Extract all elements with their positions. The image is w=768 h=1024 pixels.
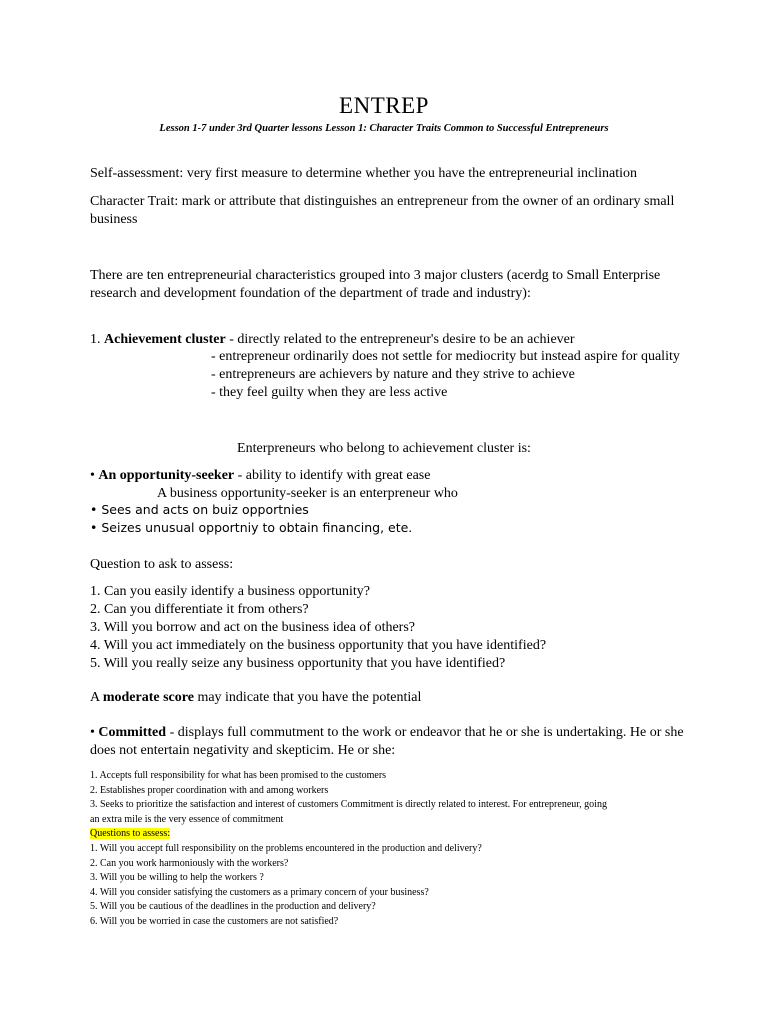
document-subtitle: Lesson 1-7 under 3rd Quarter lessons Lesson 1: Character Traits Common to Successful Entrepreneurs — [159, 123, 609, 134]
assess-question: 4. Will you consider satisfying the customers as a primary concern of your business? — [90, 886, 429, 898]
moderate-score-label: moderate score — [102, 690, 194, 705]
moderate-score-prefix: A — [90, 690, 103, 705]
question-item: 3. Will you borrow and act on the business idea of others? — [90, 620, 415, 635]
assess-question: 6. Will you be worried in case the customers are not satisfied? — [90, 915, 339, 927]
opportunity-seeker-description: - ability to identify with great ease — [234, 468, 431, 483]
question-item: 1. Can you easily identify a business opportunity? — [90, 584, 370, 599]
assess-heading — [90, 827, 170, 842]
assess-question: 5. Will you be cautious of the deadlines in the production and delivery? — [90, 901, 376, 912]
committed-label: Committed — [98, 725, 167, 740]
self-assessment-definition: Self-assessment: very first measure to determine whether you have the entrepreneurial inclination — [90, 166, 637, 181]
committed-description: - displays full commutment to the work or endeavor that he or she is undertaking. He or she — [166, 725, 684, 740]
achievement-sub-point-3: - they feel guilty when they are less active — [211, 385, 448, 400]
opportunity-seeker-label: An opportunity-seeker — [98, 468, 235, 483]
clusters-intro-line-2: research and development foundation of the department of trade and industry): — [90, 286, 531, 301]
document-title: ENTREP — [339, 93, 429, 118]
opportunity-seeker-definition: A business opportunity-seeker is an enterpreneur who — [157, 486, 458, 501]
achievement-number: 1. — [90, 332, 101, 347]
assess-heading-highlight: Questions to assess: — [90, 828, 170, 839]
committed-heading — [90, 724, 684, 742]
opportunity-seeker-trait-2: • Seizes unusual opportniy to obtain financing, ete. — [90, 520, 413, 535]
commitment-point: 2. Establishes proper coordination with and among workers — [90, 784, 329, 796]
question-item: 2. Can you differentiate it from others? — [90, 602, 309, 617]
achievement-sub-point-1: - entrepreneur ordinarily does not settle for mediocrity but instead aspire for quality — [211, 349, 680, 364]
achievement-cluster-label: Achievement cluster — [104, 332, 226, 347]
question-item: 4. Will you act immediately on the business opportunity that you have identified? — [90, 638, 547, 653]
opportunity-seeker-trait-1: • Sees and acts on buiz opportnies — [90, 502, 309, 517]
achievement-members-heading: Enterpreneurs who belong to achievement cluster is: — [237, 441, 531, 456]
opportunity-seeker-heading — [90, 467, 430, 485]
moderate-score-text: may indicate that you have the potential — [193, 690, 422, 705]
bullet: • — [90, 725, 95, 740]
character-trait-line-2: business — [90, 212, 138, 227]
achievement-cluster-description: - directly related to the entrepreneur's desire to be an achiever — [225, 332, 575, 347]
moderate-score-note — [90, 689, 421, 707]
question-item: 5. Will you really seize any business opportunity that you have identified? — [90, 656, 506, 671]
character-trait-line-1: Character Trait: mark or attribute that distinguishes an entrepreneur from the owner of an ordinary small — [90, 194, 675, 209]
commitment-point: an extra mile is the very essence of commitment — [90, 813, 284, 825]
assess-question: 1. Will you accept full responsibility on the problems encountered in the production and delivery? — [90, 843, 482, 854]
assess-question: 2. Can you work harmoniously with the workers? — [90, 857, 289, 869]
question-heading: Question to ask to assess: — [90, 557, 234, 572]
clusters-intro-line-1: There are ten entrepreneurial characteristics grouped into 3 major clusters (acerdg to Small Enterprise — [90, 268, 661, 283]
commitment-point: 1. Accepts full responsibility for what has been promised to the customers — [90, 770, 387, 781]
assess-question: 3. Will you be willing to help the workers ? — [90, 872, 264, 883]
bullet: • — [90, 468, 95, 483]
achievement-cluster-heading — [90, 331, 575, 349]
achievement-sub-point-2: - entrepreneurs are achievers by nature and they strive to achieve — [211, 367, 575, 382]
committed-description-line-2: does not entertain negativity and skepticim. He or she: — [90, 743, 396, 758]
commitment-point: 3. Seeks to prioritize the satisfaction and interest of customers Commitment is directly related to interest. For entrepreneur, going — [90, 799, 607, 810]
